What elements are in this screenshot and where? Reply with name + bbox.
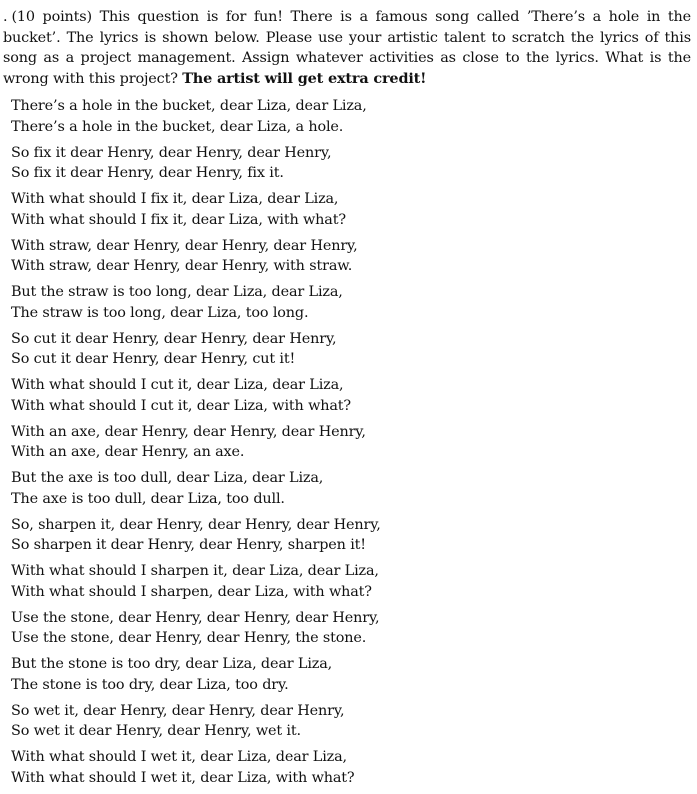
- lyrics-stanza: [11, 468, 691, 515]
- lyrics-line: Use the stone, dear Henry, dear Henry, the stone.: [11, 630, 367, 646]
- question-number: .: [3, 9, 8, 25]
- lyrics-line: So, sharpen it, dear Henry, dear Henry, dear Henry,: [11, 516, 381, 533]
- lyrics-line: So wet it, dear Henry, dear Henry, dear Henry,: [11, 702, 345, 719]
- lyrics-stanza: [11, 422, 691, 469]
- lyrics-line: With what should I cut it, dear Liza, with what?: [11, 397, 351, 414]
- lyrics-stanza: [11, 282, 691, 329]
- lyrics-line: But the stone is too dry, dear Liza, dear Liza,: [11, 656, 333, 672]
- lyrics-line: The axe is too dull, dear Liza, too dull.: [11, 490, 285, 507]
- lyrics-line: The stone is too dry, dear Liza, too dry.: [11, 676, 289, 693]
- extra-credit-note: The artist will get extra credit!: [182, 69, 427, 87]
- lyrics-stanza: [11, 701, 691, 748]
- question-paragraph: [3, 7, 691, 89]
- lyrics-line: With what should I fix it, dear Liza, dear Liza,: [11, 191, 339, 207]
- lyrics-line: But the straw is too long, dear Liza, dear Liza,: [11, 284, 343, 300]
- lyrics-line: With what should I sharpen it, dear Liza, dear Liza,: [11, 563, 379, 579]
- lyrics-line: There’s a hole in the bucket, dear Liza, a hole.: [11, 118, 344, 135]
- lyrics-stanza: [11, 608, 691, 655]
- lyrics-line: With an axe, dear Henry, dear Henry, dear Henry,: [11, 423, 366, 440]
- lyrics-line: So cut it dear Henry, dear Henry, dear Henry,: [11, 330, 337, 347]
- lyrics-stanza: [11, 747, 691, 794]
- lyrics-line: With straw, dear Henry, dear Henry, with straw.: [11, 258, 353, 274]
- lyrics-line: So sharpen it dear Henry, dear Henry, sharpen it!: [11, 537, 366, 553]
- lyrics-line: So cut it dear Henry, dear Henry, cut it!: [11, 351, 296, 367]
- lyrics-line: Use the stone, dear Henry, dear Henry, dear Henry,: [11, 609, 380, 626]
- lyrics-line: With what should I sharpen, dear Liza, with what?: [11, 583, 372, 600]
- lyrics-line: But the axe is too dull, dear Liza, dear Liza,: [11, 470, 324, 486]
- lyrics-stanza: [11, 143, 691, 190]
- lyrics-stanza: [11, 96, 691, 143]
- lyrics-stanza: [11, 189, 691, 236]
- lyrics-line: With what should I wet it, dear Liza, with what?: [11, 769, 355, 786]
- lyrics-line: With what should I fix it, dear Liza, with what?: [11, 211, 346, 228]
- lyrics-line: With what should I wet it, dear Liza, dear Liza,: [11, 749, 347, 765]
- question-text: (10 points) This question is for fun! There is a famous song called ’There’s a hole in the bucket’. The lyrics is shown below. Please use your artistic talent to scratch the lyrics of this song as a project management. Assign whatever activities as close to the lyrics. What is the wrong with this project?: [3, 9, 691, 87]
- lyrics-block: [11, 96, 691, 794]
- lyrics-stanza: [11, 375, 691, 422]
- lyrics-stanza: [11, 329, 691, 376]
- lyrics-line: So wet it dear Henry, dear Henry, wet it.: [11, 723, 301, 739]
- lyrics-stanza: [11, 236, 691, 283]
- lyrics-stanza: [11, 654, 691, 701]
- lyrics-stanza: [11, 515, 691, 562]
- lyrics-line: So fix it dear Henry, dear Henry, dear Henry,: [11, 144, 332, 161]
- lyrics-line: So fix it dear Henry, dear Henry, fix it.: [11, 165, 284, 181]
- lyrics-stanza: [11, 561, 691, 608]
- lyrics-line: With what should I cut it, dear Liza, dear Liza,: [11, 377, 344, 393]
- lyrics-line: With straw, dear Henry, dear Henry, dear Henry,: [11, 237, 358, 254]
- lyrics-line: There’s a hole in the bucket, dear Liza, dear Liza,: [11, 98, 367, 114]
- lyrics-line: The straw is too long, dear Liza, too long.: [11, 304, 309, 321]
- lyrics-line: With an axe, dear Henry, an axe.: [11, 444, 245, 460]
